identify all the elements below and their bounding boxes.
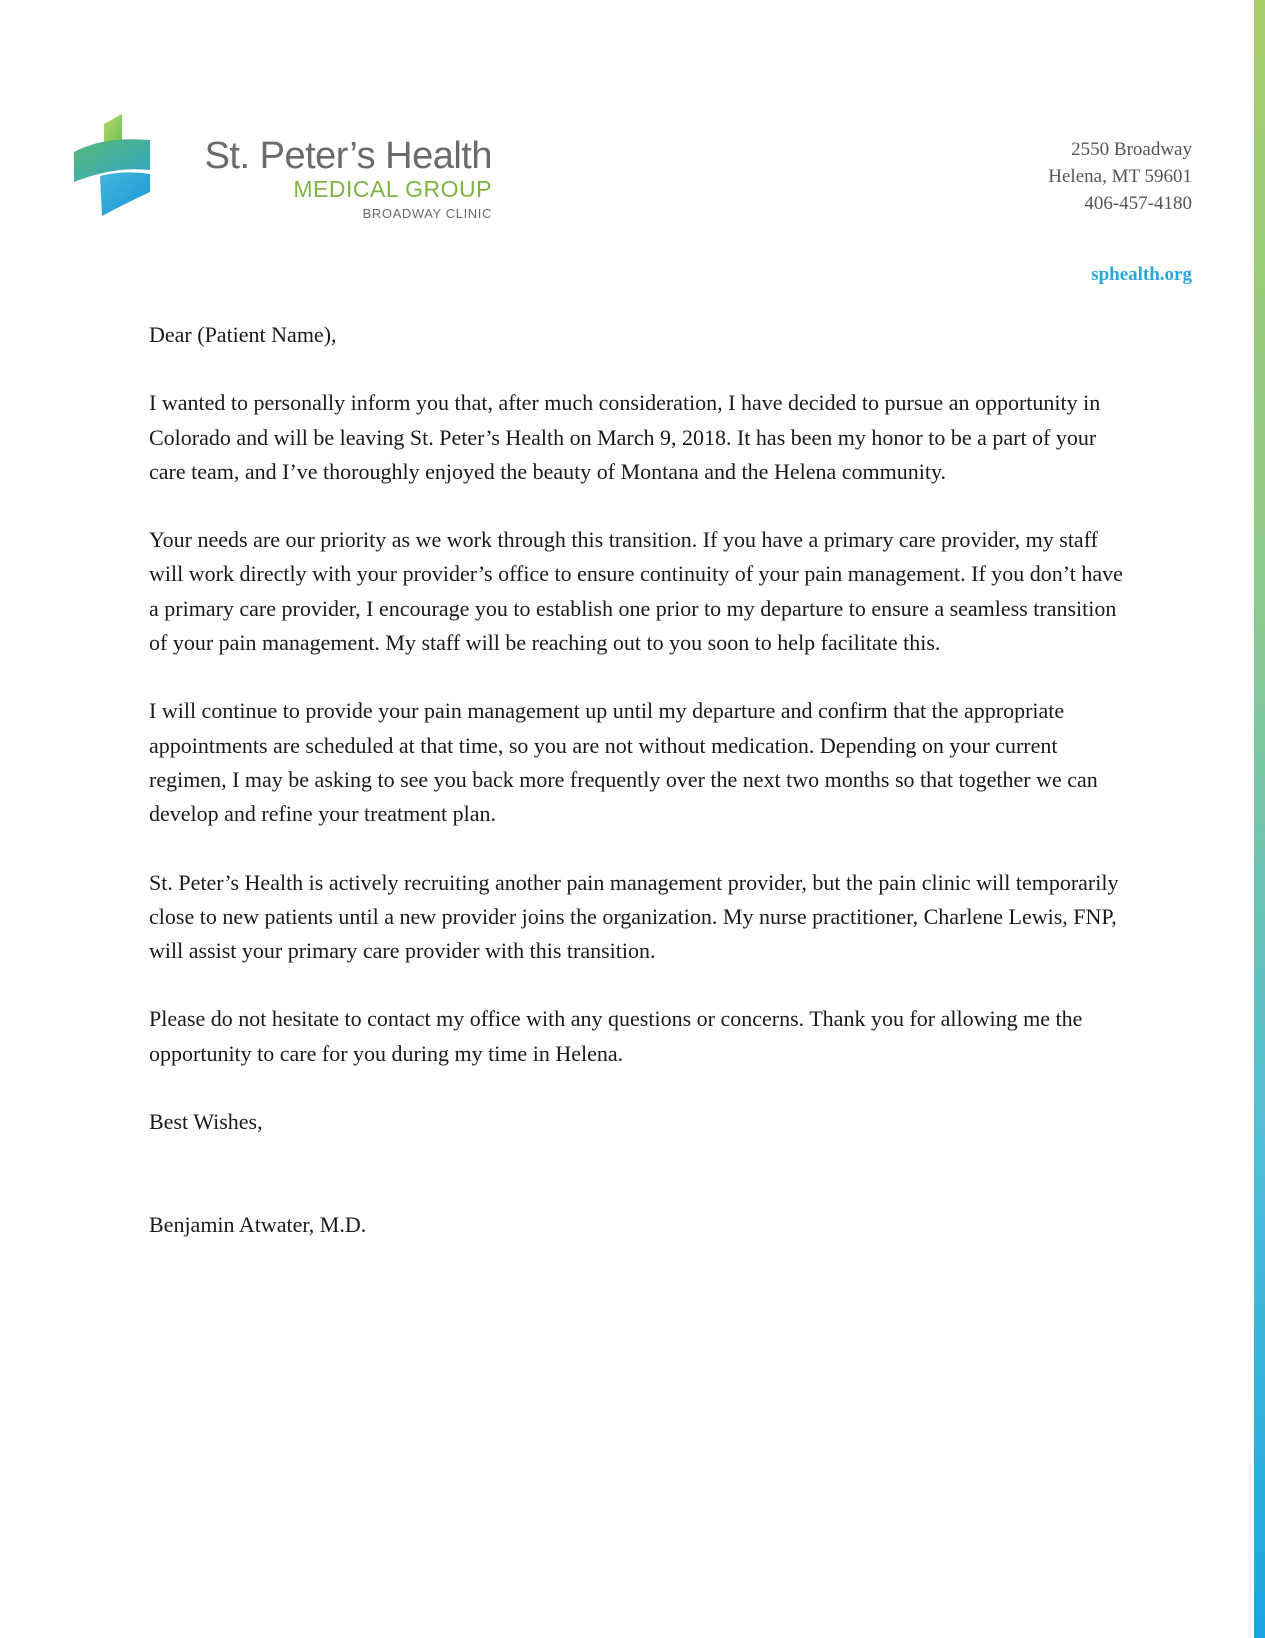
paragraph: St. Peter’s Health is actively recruiting another pain management provider, but the pain clinic will temporarily close to new patients until a new provider joins the organization. My nurse practitioner, Charlene Lewis, FNP, will assist your primary care provider with this transition. — [149, 869, 1119, 964]
paragraph: Your needs are our priority as we work through this transition. If you have a primary care provider, my staff will work directly with your provider’s office to ensure continuity of your pain management. If you don’t have a primary care provider, I encourage you to establish one prior to my departure to ensure a seamless transition of your pain management. My staff will be reaching out to you soon to help facilitate this. — [149, 527, 1123, 656]
logo-name: St. Peter’s Health — [204, 135, 492, 177]
address-phone: 406-457-4180 — [1084, 193, 1192, 214]
address-street: 2550 Broadway — [1071, 139, 1192, 160]
paragraph: Please do not hesitate to contact my office with any questions or concerns. Thank you for allowing me the opportunity to care for you during my time in Helena. — [149, 1006, 1083, 1066]
salutation: Dear (Patient Name), — [149, 322, 337, 347]
decorative-side-stripe — [1254, 0, 1265, 1638]
logo-mark-icon — [74, 114, 154, 216]
paragraph: I will continue to provide your pain management up until my departure and confirm that the appropriate appointments are scheduled at that time, so you are not without medication. Depending on your current regimen, I may be asking to see you back more frequently over the next two months so that together we can develop and refine your treatment plan. — [149, 698, 1098, 827]
signature: Benjamin Atwater, M.D. — [149, 1212, 367, 1238]
paragraph: I wanted to personally inform you that, after much consideration, I have decided to pursue an opportunity in Colorado and will be leaving St. Peter’s Health on March 9, 2018. It has been my honor to be a part of your care team, and I’ve thoroughly enjoyed the beauty of Montana and the Helena community. — [149, 390, 1101, 484]
address-block — [1048, 136, 1192, 217]
closing: Best Wishes, — [149, 1109, 263, 1135]
letter-body — [149, 318, 1129, 1243]
logo-clinic: BROADWAY CLINIC — [362, 206, 492, 221]
logo — [74, 114, 494, 234]
address-city: Helena, MT 59601 — [1048, 166, 1192, 187]
logo-group: MEDICAL GROUP — [293, 176, 492, 202]
website-link[interactable]: sphealth.org — [1091, 264, 1192, 285]
